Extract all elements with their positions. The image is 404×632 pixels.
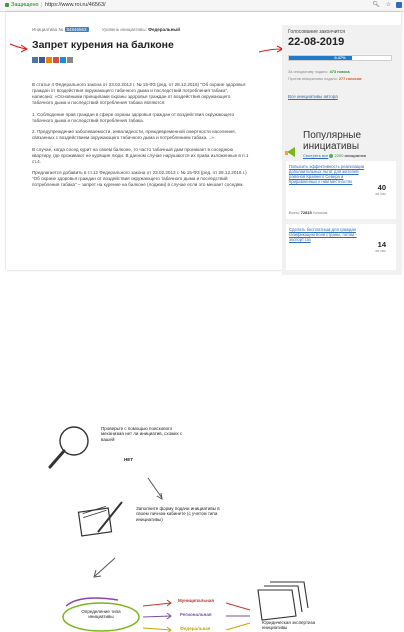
step-form-text: Заполните форму подачи инициативы в своем личном кабинете (с учетом типа инициативы): [136, 506, 220, 522]
card-votes-unit: за час: [375, 192, 386, 196]
browser-address-bar: Защищено | https://www.roi.ru/46563/ 🔍︎ ☆: [0, 0, 404, 12]
popular-suffix: инициатив: [344, 153, 366, 158]
vote-end-label: Голосование закончится: [288, 29, 345, 35]
regional-arrow: [143, 616, 171, 617]
votes-against: Против инициативы подано: 277 голосов: [288, 77, 362, 81]
vote-progress-bar: [288, 55, 392, 61]
paragraph: В случае, когда сосед курит на своем балконе, то часто табачный дым проникает в соседнюю квартиру, где проживают не курящие люди. В данном случае нарушаются их права изложенные в п.1 ст.4.: [32, 146, 249, 164]
paragraph: 2. Предупреждение заболеваемости, инвалидности, преждевременной смертности населения, связанных с воздействием окружающего табачного дыма и потреблением табака. ..».: [32, 129, 236, 140]
ok-icon[interactable]: [46, 57, 52, 63]
card-votes: 40: [377, 183, 386, 192]
card-title-link[interactable]: Повысить эффективность реализации дополнительных льгот для жителей районов Крайнего Севера и приравненных к ним местностях: [289, 164, 365, 184]
initiative-body: [32, 82, 249, 194]
expertise-text: Юридическая экспертиза инициативы: [262, 620, 316, 631]
popular-subline: [303, 153, 366, 158]
see-all-link[interactable]: Смотреть все: [303, 153, 329, 158]
popular-card[interactable]: [286, 224, 396, 270]
notepad-icon: [78, 502, 122, 536]
branch-municipal: Муниципальная: [178, 598, 214, 603]
federal-arrow: [143, 628, 171, 630]
flow-arrow: [148, 478, 162, 498]
green-dot-icon: [329, 154, 333, 158]
card-votes: 14: [377, 240, 386, 249]
extension-icon[interactable]: [396, 2, 402, 8]
submission-flow-diagram: [0, 420, 404, 632]
branch-regional: Региональная: [180, 612, 212, 617]
card-total: Всего 72815 голосов: [289, 210, 328, 215]
initiative-title: Запрет курения на балконе: [32, 39, 174, 51]
popular-title: Популярные инициативы: [303, 130, 362, 152]
vote-end-date: 22-08-2019: [288, 36, 345, 48]
paragraph: Предлагается добавить в ст.12 Федерального закона от 23.02.2013 г. № 15-ФЗ (ред. от 28.12.2016 г.) "Об охране здоровья граждан от воздействия окружающего табачного дыма и последствий потребления табака" – запрет на курение на балконе (лоджии) в случае если это мешает соседям.: [32, 170, 247, 187]
municipal-out-arrow: [226, 603, 250, 610]
step-search-text: Проверьте с помощью поискового механизма нет ли инициатив, схожих с вашей: [101, 426, 183, 442]
magnifier-icon: [50, 427, 88, 467]
vote-sidebar: [282, 25, 402, 275]
secure-label: Защищено: [11, 2, 39, 8]
megaphone-icon: [285, 143, 301, 159]
level-label: Уровень инициативы: Федеральный: [101, 27, 181, 32]
lock-icon: [5, 3, 9, 7]
folder-icon: [258, 582, 308, 620]
initiative-page: [6, 12, 401, 270]
print-icon[interactable]: [67, 57, 73, 63]
votes-for: За инициативу подано: 473 голоса: [288, 70, 350, 74]
type-oval-accent: [66, 598, 118, 606]
mail-icon[interactable]: [60, 57, 66, 63]
popular-card[interactable]: [286, 161, 396, 219]
url-field[interactable]: https://www.roi.ru/46563/: [45, 2, 106, 8]
paragraph: 1. Соблюдение прав граждан в сфере охраны здоровья граждан от воздействия окружающего табачного дыма и последствий потребления табака.: [32, 111, 235, 123]
search-icon[interactable]: 🔍︎: [372, 2, 380, 8]
federal-out-arrow: [226, 623, 250, 630]
vk-icon[interactable]: [32, 57, 38, 63]
initiative-meta: [32, 27, 180, 32]
gplus-icon[interactable]: [53, 57, 59, 63]
author-initiatives-link[interactable]: Все инициативы автора: [288, 94, 338, 99]
no-label: НЕТ: [124, 457, 133, 462]
level-value: Федеральный: [148, 27, 181, 32]
initiative-number: 84846563: [66, 27, 87, 32]
share-buttons: [32, 57, 73, 63]
card-title-link[interactable]: Сделать бесплатным для граждан газификацию всей страны, потом - экспорт газ: [289, 227, 357, 242]
star-icon[interactable]: ☆: [385, 2, 391, 8]
paragraph: В статье 4 Федерального закона от 23.02.2013 г. № 15-ФЗ (ред. от 28.12.2016) "Об охране здоровья граждан от воздействия окружающего табачного дыма и последствий потребления табака", написано: «Основными принципами охраны здоровья граждан от воздействия окружающего табачного дыма и последствий потребления табака являются:: [32, 82, 246, 105]
popular-count: 2200: [334, 153, 344, 158]
facebook-icon[interactable]: [39, 57, 45, 63]
red-arrow-annotation-right: [258, 45, 284, 55]
step-type-text: Определение типа инициативы: [81, 609, 121, 620]
red-arrow-annotation: [9, 41, 29, 55]
card-votes-unit: за час: [375, 249, 386, 253]
flow-arrow: [95, 558, 115, 576]
progress-label: 0.47%: [334, 55, 346, 60]
number-label: Инициатива №: [32, 27, 64, 32]
branch-federal: Федеральная: [180, 626, 211, 631]
